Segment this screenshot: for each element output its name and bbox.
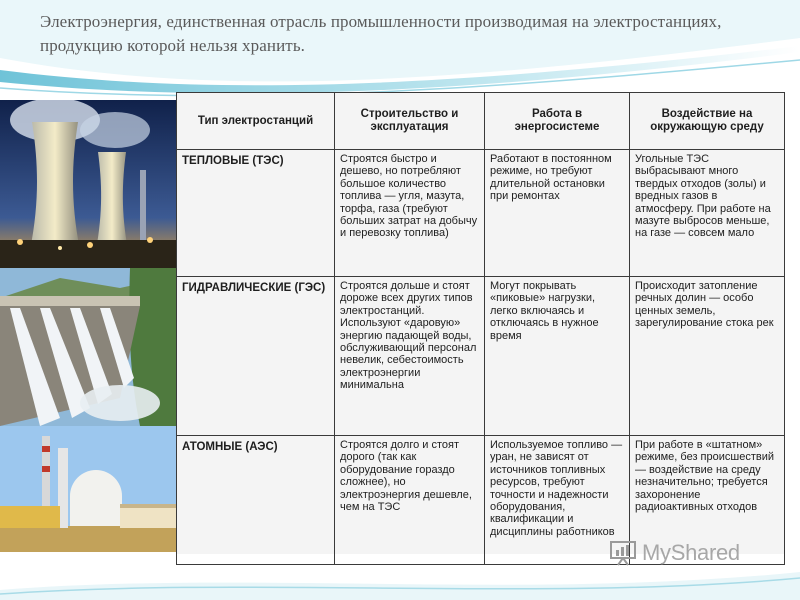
cell-type: ГИДРАВЛИЧЕСКИЕ (ГЭС) [177,277,335,436]
table-row [177,150,785,277]
watermark-text: MyShared [642,540,740,565]
cell-environment: Угольные ТЭС выбрасывают много твердых отходов (золы) и вредных газов в атмосферу. При работе на мазуте выбросов меньше, на газе — совсем мало [630,150,785,277]
cell-type: АТОМНЫЕ (АЭС) [177,436,335,565]
cell-type: ТЕПЛОВЫЕ (ТЭС) [177,150,335,277]
cell-grid: Работают в постоянном режиме, но требуют длительной остановки при ремонтах [485,150,630,277]
thermal-plant-photo [0,100,176,268]
cell-environment: При работе в «штатном» режиме, без происшествий — воздействие на среду незначительно; требуется захоронение радиоактивных отходов [630,436,785,565]
cell-grid: Используемое топливо — уран, не зависят от источников топливных ресурсов, требуют точности и надежности оборудования, квалификации и дисциплины работников [485,436,630,565]
nuclear-plant-photo [0,426,176,552]
slide-title: Электроэнергия, единственная отрасль промышленности производимая на электростанциях, продукцию которой нельзя хранить. [40,12,722,55]
header-grid-operation: Работа в энергосистеме [485,93,630,150]
table-row [177,277,785,436]
cell-construction: Строятся дольше и стоят дороже всех других типов электростанций. Используют «даровую» энергию падающей воды, обслуживающий персонал невелик, себестоимость электроэнергии минимальна [335,277,485,436]
header-construction: Строительство и эксплуатация [335,93,485,150]
hydro-plant-photo [0,268,176,426]
header-plant-type: Тип электростанций [177,93,335,150]
table-header-row [177,93,785,150]
cell-construction: Строятся долго и стоят дорого (так как оборудование гораздо сложнее), но электроэнергия дешевле, чем на ТЭС [335,436,485,565]
header-environment: Воздействие на окружающую среду [630,93,785,150]
power-plant-comparison-table [176,92,784,554]
cell-environment: Происходит затопление речных долин — особо ценных земель, зарегулирование стока рек [630,277,785,436]
bottom-wave-decoration [0,560,800,600]
cell-construction: Строятся быстро и дешево, но потребляют большое количество топлива — угля, мазута, торфа, газа (требуют больших затрат на добычу и перевозку топлива) [335,150,485,277]
power-plant-photos [0,100,176,552]
cell-grid: Могут покрывать «пиковые» нагрузки, легко включаясь и отключаясь в нужное время [485,277,630,436]
